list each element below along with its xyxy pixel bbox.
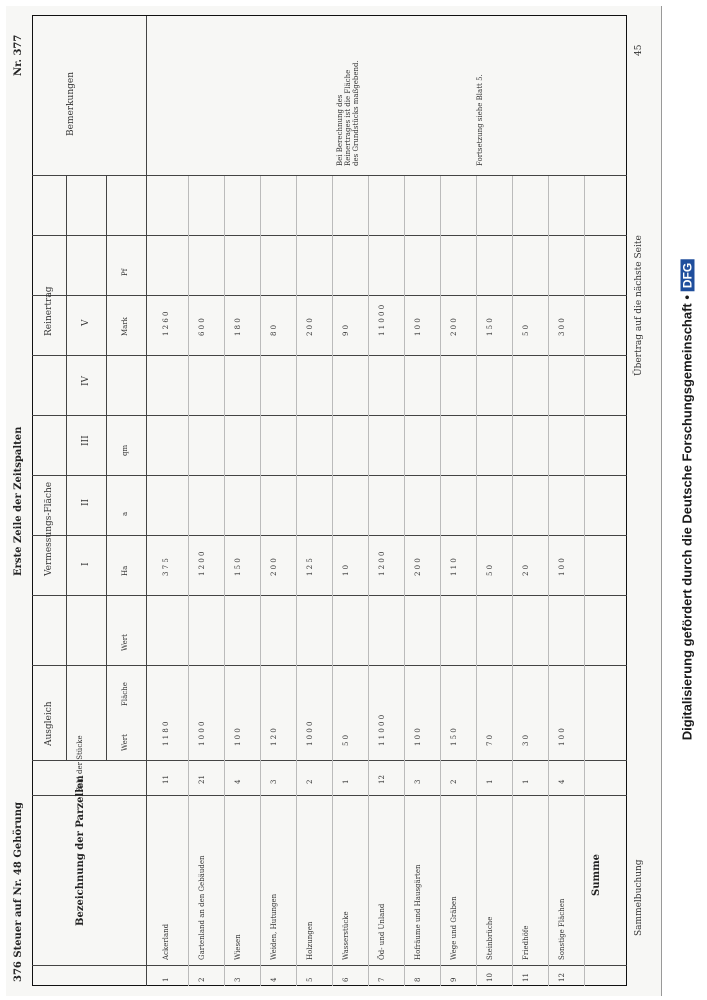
footer-mid: Übertrag auf die nächste Seite: [634, 235, 644, 376]
row-number: 3: [234, 977, 242, 982]
subheader: Pf: [121, 268, 129, 276]
col-header-remarks: Bemerkungen: [66, 71, 76, 136]
row-separator: [224, 176, 225, 986]
row-value: 9 0: [342, 324, 350, 336]
header-right: Nr. 377: [13, 34, 24, 76]
row-value: 1 5 0: [234, 558, 242, 576]
row-value: 3 0: [522, 734, 530, 746]
row-value: 1 0 0: [558, 558, 566, 576]
row-value: 2 0 0: [414, 558, 422, 576]
row-label: Steinbrüche: [486, 916, 494, 960]
row-separator: [512, 176, 513, 986]
row-separator: [476, 176, 477, 986]
row-value: 1 1 0 0 0: [378, 714, 386, 746]
col-sep: [32, 355, 627, 356]
row-number: 5: [306, 977, 314, 982]
row-label: Ackerland: [162, 923, 170, 960]
row-label: Wege und Gräben: [450, 896, 458, 960]
row-value: 1 0 0: [414, 728, 422, 746]
col-sep: [32, 475, 627, 476]
col-sep: [32, 595, 627, 596]
row-separator: [296, 176, 297, 986]
row-label: Friedhöfe: [522, 925, 530, 960]
subheader: qm: [121, 444, 129, 456]
row-label: Gartenland an den Gebäuden: [198, 855, 206, 960]
row-label: Sonstige Flächen: [558, 898, 566, 960]
row-number: 12: [558, 973, 566, 982]
row-number: 10: [486, 973, 494, 982]
row-value: 2 0 0: [450, 318, 458, 336]
row-label: Öd- und Unland: [378, 903, 386, 960]
row-value: 1 5 0: [486, 318, 494, 336]
subheader: Mark: [121, 317, 129, 336]
frame-left: [32, 985, 627, 986]
row-value: 1 0 0: [234, 728, 242, 746]
row-number: 6: [342, 977, 350, 982]
row-value: 1 8 0: [234, 318, 242, 336]
row-count: 12: [378, 775, 386, 784]
row-value: 1 2 6 0: [162, 311, 170, 336]
section-label: IV: [81, 375, 91, 386]
row-label: Weiden, Hutungen: [270, 893, 278, 960]
row-number: 4: [270, 977, 278, 982]
frame-bottom: [626, 16, 627, 986]
col-sep: [32, 760, 627, 761]
frame-right: [32, 15, 627, 16]
watermark-text: Digitalisierung gefördert durch die Deutsche Forschungsgemeinschaft •: [679, 295, 695, 741]
section-label: III: [81, 435, 91, 446]
row-label: Wiesen: [234, 934, 242, 960]
row-value: 1 0 0 0: [198, 721, 206, 746]
header-left: 376 Steuer auf Nr. 48 Gehörung: [13, 802, 24, 982]
col-sep: [32, 415, 627, 416]
col-sep: [32, 535, 627, 536]
row-count: 3: [270, 779, 278, 784]
row-value: 3 7 5: [162, 558, 170, 576]
row-value: 1 0: [342, 564, 350, 576]
row-count: 11: [162, 775, 170, 784]
row-value: 5 0: [342, 734, 350, 746]
row-separator: [584, 176, 585, 986]
remark-text: Bei Berechnung des Reinertrages ist die Fläche des Grundstücks maßgebend.: [336, 60, 360, 166]
section-label: V: [81, 319, 91, 326]
row-value: 1 0 0: [558, 728, 566, 746]
subheader: Wert: [121, 634, 129, 651]
row-value: 2 0: [522, 564, 530, 576]
row-value: 5 0: [522, 324, 530, 336]
row-value: 1 5 0: [450, 728, 458, 746]
row-value: 1 0 0 0: [306, 721, 314, 746]
scanned-page: [6, 6, 661, 996]
row-count: 3: [414, 779, 422, 784]
row-value: 8 0: [270, 324, 278, 336]
total-label: Summe: [591, 853, 602, 896]
row-separator: [368, 176, 369, 986]
row-count: 1: [342, 779, 350, 784]
row-count: 2: [450, 779, 458, 784]
row-label: Wasserstücke: [342, 911, 350, 960]
row-separator: [548, 176, 549, 986]
row-value: 2 0 0: [270, 558, 278, 576]
row-separator: [332, 176, 333, 986]
row-count: 4: [234, 779, 242, 784]
section-label: I: [81, 562, 91, 566]
row-value: 7 0: [486, 734, 494, 746]
col-sep: [32, 965, 627, 966]
row-value: 3 0 0: [558, 318, 566, 336]
frame-top: [32, 16, 33, 986]
row-value: 1 2 0: [270, 728, 278, 746]
row-value: 1 2 0 0: [198, 551, 206, 576]
row-number: 8: [414, 977, 422, 982]
row-count: 1: [522, 779, 530, 784]
footer-left: Sammelbuchung: [634, 859, 644, 936]
row-count: 21: [198, 775, 206, 784]
row-separator: [260, 176, 261, 986]
col-sep: [32, 795, 627, 796]
subheader: Ha: [121, 565, 129, 576]
subheader: Fläche: [121, 682, 129, 706]
section-label: II: [81, 498, 91, 506]
row-count: 4: [558, 779, 566, 784]
row-label: Hofräume und Hausgärten: [414, 864, 422, 960]
col-sep: [32, 665, 627, 666]
dfg-logo: DFG: [681, 260, 695, 291]
watermark: [680, 260, 695, 741]
row-value: 1 1 0: [450, 558, 458, 576]
page-number: 45: [634, 44, 644, 56]
subheader-line: [66, 176, 67, 761]
row-number: 11: [522, 973, 530, 982]
col-header-ausgleich: Ausgleich: [44, 701, 54, 746]
col-header-reinertrag: Reinertrag: [44, 286, 54, 336]
row-value: 6 0 0: [198, 318, 206, 336]
row-value: 1 2 0 0: [378, 551, 386, 576]
row-separator: [404, 176, 405, 986]
row-number: 2: [198, 977, 206, 982]
subheader: Wert: [121, 734, 129, 751]
subheader: a: [121, 511, 129, 516]
row-value: 5 0: [486, 564, 494, 576]
col-header-count: Zahl der Stücke: [76, 735, 84, 792]
watermark-strip: [667, 0, 707, 1000]
row-value: 2 0 0: [306, 318, 314, 336]
row-label: Holzungen: [306, 921, 314, 960]
col-sep: [32, 235, 627, 236]
row-value: 1 2 5: [306, 558, 314, 576]
row-separator: [188, 176, 189, 986]
row-value: 1 1 8 0: [162, 721, 170, 746]
rotated-page-content: [6, 6, 661, 996]
row-value: 1 0 0: [414, 318, 422, 336]
header-mid: Erste Zeile der Zeitspalten: [13, 426, 24, 576]
header-row-bottom: [146, 16, 147, 986]
subheader-line: [106, 176, 107, 761]
col-header-parcels: Bezeichnung der Parzellen: [75, 775, 86, 926]
col-sep: [32, 175, 627, 176]
row-count: 2: [306, 779, 314, 784]
col-sep: [32, 295, 627, 296]
row-number: 1: [162, 977, 170, 982]
row-number: 7: [378, 977, 386, 982]
col-header-flaeche: Vermessungs-Fläche: [44, 481, 54, 576]
row-separator: [440, 176, 441, 986]
row-number: 9: [450, 977, 458, 982]
scan-edge: [661, 6, 662, 996]
remark-text: Fortsetzung siehe Blatt 5.: [476, 74, 484, 166]
row-count: 1: [486, 779, 494, 784]
row-value: 1 1 0 0 0: [378, 304, 386, 336]
